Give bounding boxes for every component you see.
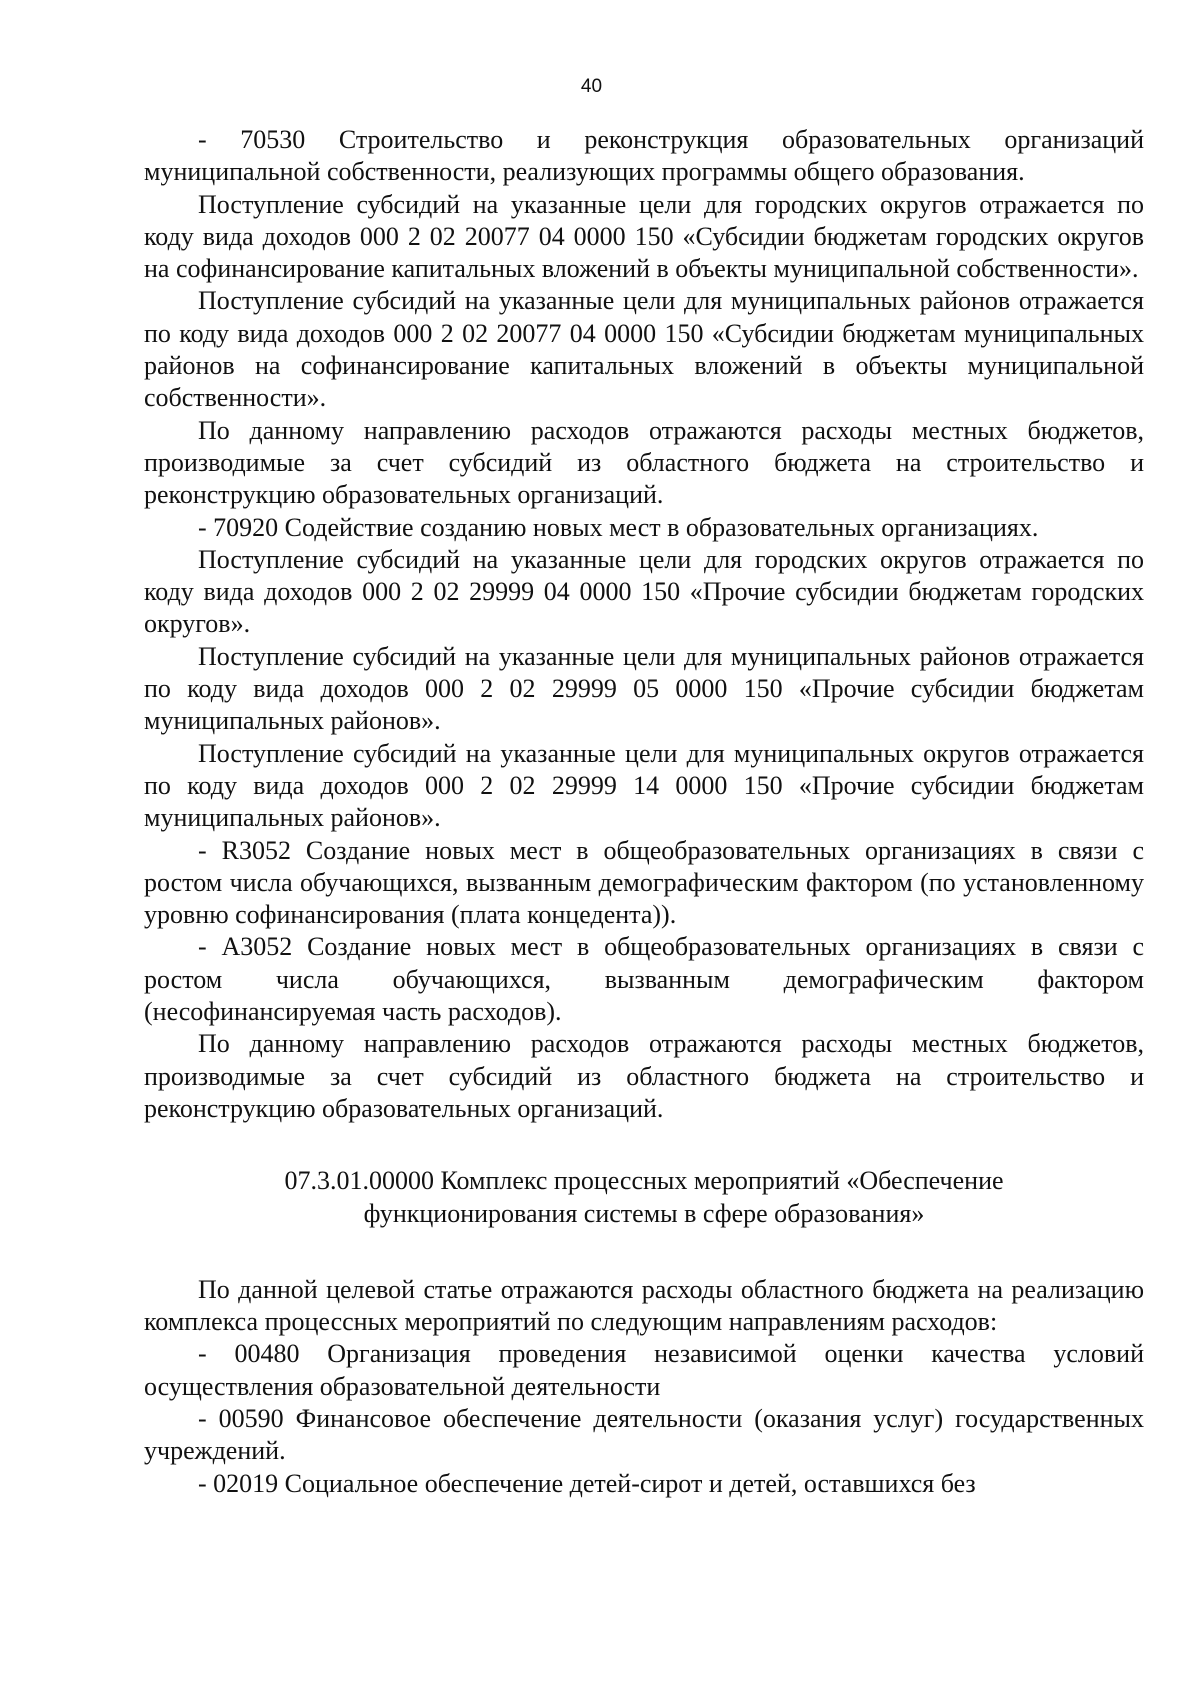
- paragraph: - 00480 Организация проведения независимой оценки качества условий осуществления образовательной деятельности: [144, 1339, 1144, 1401]
- paragraph: Поступление субсидий на указанные цели для городских округов отражается по коду вида доходов 000 2 02 20077 04 0000 150 «Субсидии бюджетам городских округов на софинансирование капитальных вложений в объекты муниципальной собственности».: [144, 189, 1144, 284]
- page-number: 40: [580, 76, 603, 97]
- document-body: [144, 124, 1144, 1500]
- paragraph: - 00590 Финансовое обеспечение деятельности (оказания услуг) государственных учреждений.: [144, 1403, 1144, 1466]
- paragraph: Поступление субсидий на указанные цели для муниципальных округов отражается по коду вида доходов 000 2 02 29999 14 0000 150 «Прочие субсидии бюджетам муниципальных районов».: [144, 738, 1144, 833]
- section-heading: [144, 1165, 1144, 1230]
- paragraph: По данной целевой статье отражаются расходы областного бюджета на реализацию комплекса процессных мероприятий по следующим направлениям расходов:: [144, 1274, 1144, 1337]
- paragraph: - А3052 Создание новых мест в общеобразовательных организациях в связи с ростом числа обучающихся, вызванным демографическим фактором (несофинансируемая часть расходов).: [144, 932, 1144, 1027]
- paragraph: Поступление субсидий на указанные цели для городских округов отражается по коду вида доходов 000 2 02 29999 04 0000 150 «Прочие субсидии бюджетам городских округов».: [144, 544, 1144, 639]
- paragraph: По данному направлению расходов отражаются расходы местных бюджетов, производимые за счет субсидий из областного бюджета на строительство и реконструкцию образовательных организаций.: [144, 1029, 1144, 1123]
- section-heading-line: функционирования системы в сфере образования»: [363, 1198, 925, 1228]
- paragraph: - 02019 Социальное обеспечение детей-сирот и детей, оставшихся без: [198, 1468, 976, 1498]
- paragraph: - 70920 Содействие созданию новых мест в образовательных организациях.: [198, 512, 1039, 542]
- paragraph: Поступление субсидий на указанные цели для муниципальных районов отражается по коду вида доходов 000 2 02 29999 05 0000 150 «Прочие субсидии бюджетам муниципальных районов».: [144, 641, 1144, 736]
- paragraph: По данному направлению расходов отражаются расходы местных бюджетов, производимые за счет субсидий из областного бюджета на строительство и реконструкцию образовательных организаций.: [144, 415, 1144, 510]
- paragraph: Поступление субсидий на указанные цели для муниципальных районов отражается по коду вида доходов 000 2 02 20077 04 0000 150 «Субсидии бюджетам муниципальных районов на софинансирование капитальных вложений в объекты муниципальной собственности».: [144, 286, 1144, 413]
- section-heading-line: 07.3.01.00000 Комплекс процессных мероприятий «Обеспечение: [284, 1166, 1004, 1196]
- paragraph: - 70530 Строительство и реконструкция образовательных организаций муниципальной собственности, реализующих программы общего образования.: [144, 125, 1144, 187]
- paragraph: - R3052 Создание новых мест в общеобразовательных организациях в связи с ростом числа обучающихся, вызванным демографическим фактором (по установленному уровню софинансирования (плата концедента)).: [144, 835, 1144, 930]
